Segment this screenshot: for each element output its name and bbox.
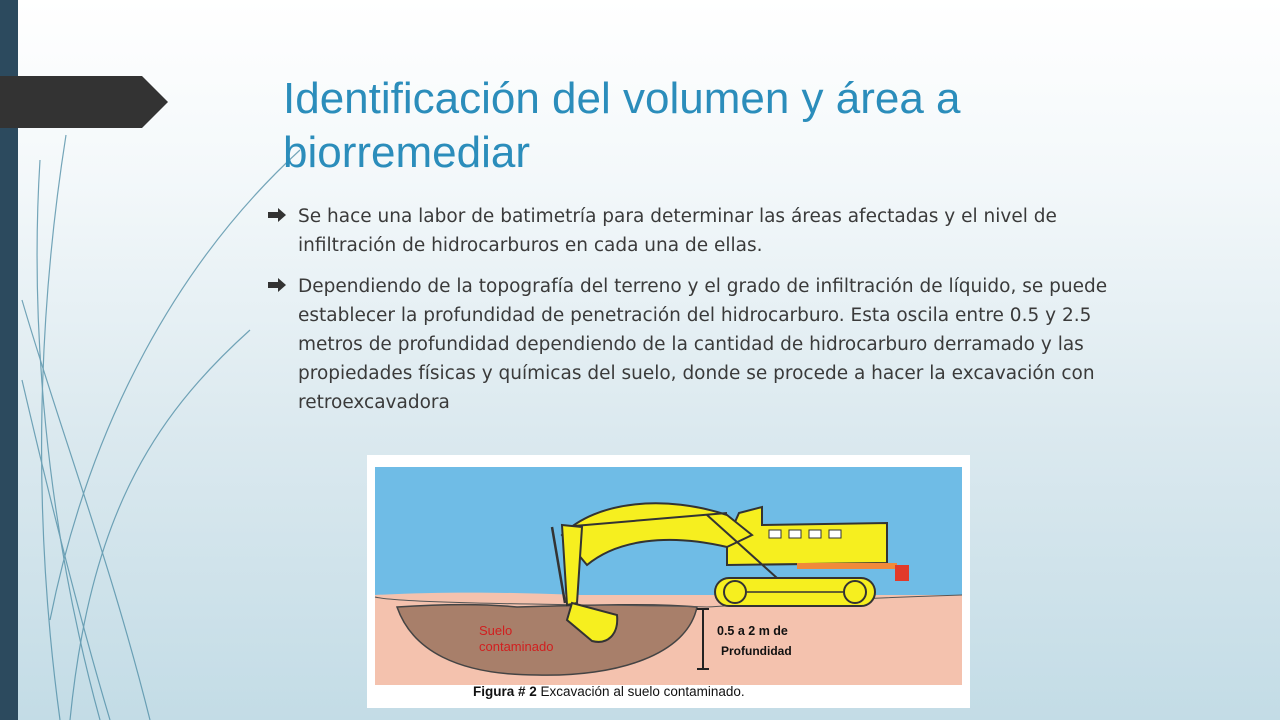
bullet-item xyxy=(268,272,1128,417)
caption-text: Excavación al suelo contaminado. xyxy=(536,684,745,699)
title-tab-arrow xyxy=(0,76,168,128)
excavation-illustration xyxy=(367,455,970,708)
figure-caption xyxy=(473,684,745,699)
bullet-text: Se hace una labor de batimetría para determinar las áreas afectadas y el nivel de infiltración de hidrocarburos en cada una de ellas. xyxy=(298,206,1057,256)
excavation-figure xyxy=(367,455,970,708)
slide-title: Identificación del volumen y área a biorremediar xyxy=(283,74,961,177)
arrow-bullet-icon xyxy=(268,278,286,292)
soil-label-line2: contaminado xyxy=(479,639,554,654)
bullet-list xyxy=(268,202,1128,429)
depth-label-line1: 0.5 a 2 m de xyxy=(717,624,788,638)
soil-label-line1: Suelo xyxy=(479,623,513,638)
depth-label-line2: Profundidad xyxy=(721,644,792,658)
bullet-text: Dependiendo de la topografía del terreno y el grado de infiltración de líquido, se puede establecer la profundidad de penetración del hidrocarburo. Esta oscila entre 0.5 y 2.5 metros de profundidad dependiendo de la cantidad de hidrocarburo derramado y las propiedades físicas y químicas del suelo, donde se procede a hacer la excavación con retroexcavadora xyxy=(298,276,1108,413)
bullet-item xyxy=(268,202,1128,260)
caption-bold: Figura # 2 xyxy=(473,684,537,699)
arrow-bullet-icon xyxy=(268,208,286,222)
